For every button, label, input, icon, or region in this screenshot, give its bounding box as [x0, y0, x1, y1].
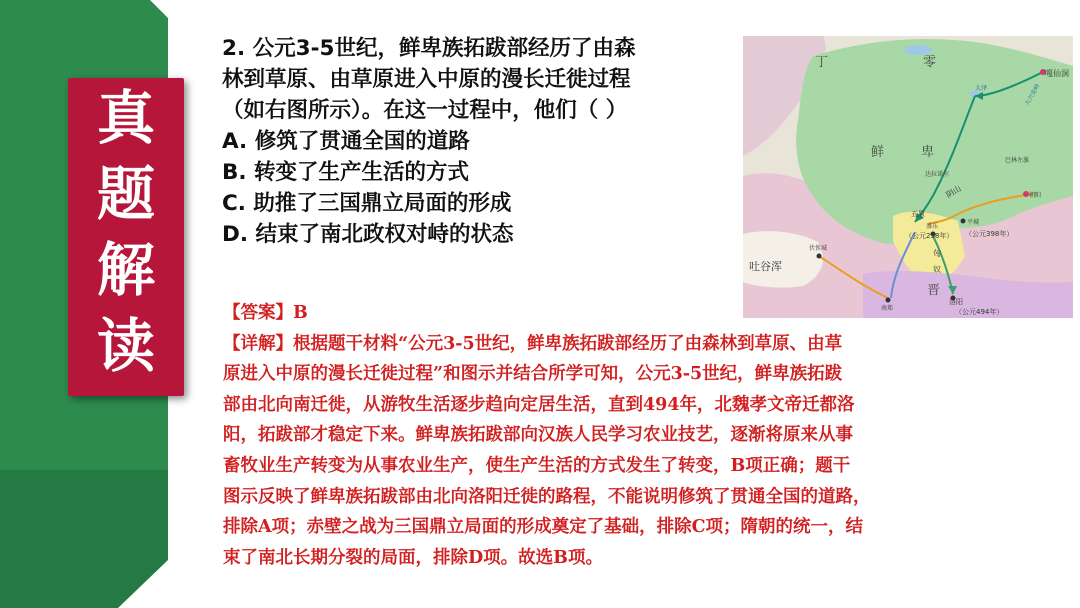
explanation-line: 束了南北长期分裂的局面，排除D项。故选B项。 [223, 547, 603, 568]
title-char-3: 解 [96, 236, 155, 304]
map-label-year258: （公元258年） [905, 232, 954, 240]
map-label-year398: （公元398年） [965, 230, 1014, 238]
map-label-year494: （公元494年） [955, 308, 1004, 316]
map-label-ding: 丁 [815, 55, 829, 70]
option-b: B. 转变了生产生活的方式 [222, 160, 470, 185]
explanation-line: 图示反映了鲜卑族拓跋部由北向洛阳迁徙的路程，不能说明修筑了贯通全国的道路， [223, 486, 871, 507]
title-char-2: 题 [96, 160, 155, 228]
map-label-ling: 零 [923, 55, 937, 70]
map-label-shengle: 盛乐 [926, 223, 939, 230]
option-d: D. 结束了南北政权对峙的状态 [222, 222, 514, 247]
map-label-jin: 晋 [927, 283, 941, 298]
section-title-box [68, 78, 184, 396]
map-label-pingcheng: 平城 [967, 219, 980, 226]
explanation-line: 畜牧业生产转变为从事农业生产，使生产生活的方式发生了转变，B项正确；题干 [223, 455, 851, 476]
map-label-xian: 鲜 [871, 145, 885, 160]
option-c: C. 助推了三国鼎立局面的形成 [222, 191, 512, 216]
map-label-daxinganling: 大兴安岭 [1023, 82, 1042, 107]
migration-map [743, 36, 1073, 318]
map-label-xiong: 匈 [933, 249, 941, 258]
map-label-luoyang: 洛阳 [949, 298, 963, 306]
map-label-dalinor: 达拉诺尔 [925, 171, 950, 178]
map-label-gaxiandong: 嘎仙洞 [1045, 69, 1069, 78]
question-line: 林到草原、由草原进入中原的漫长迁徙过程 [222, 67, 631, 92]
title-char-1: 真 [96, 84, 155, 152]
question-block [222, 33, 742, 250]
answer-block [223, 298, 1053, 573]
explanation-line: 阳，拓跋部才稳定下来。鲜卑族拓跋部向汉族人民学习农业技艺，逐渐将原来从事 [223, 425, 853, 446]
map-label-tuyuhun: 吐谷浑 [749, 260, 782, 273]
map-label-nu: 奴 [933, 265, 941, 274]
map-label-bei: 卑 [921, 145, 935, 160]
explanation-line: 【详解】根据题干材料“公元3-5世纪，鲜卑族拓跋部经历了由森林到草原、由草 [223, 333, 843, 354]
option-a: A. 修筑了贯通全国的道路 [222, 129, 470, 154]
question-line: （如右图所示）。在这一过程中，他们（ ） [222, 98, 628, 123]
explanation-line: 排除A项；赤壁之战为三国鼎立局面的形成奠定了基础，排除C项；隋朝的统一，结 [223, 517, 864, 538]
map-label-bayinzuoqi: 巴林左旗 [1005, 157, 1030, 164]
question-line: 2. 公元3-5世纪，鲜卑族拓跋部经历了由森 [222, 36, 636, 61]
answer-label: 【答案】B [223, 303, 308, 323]
explanation-line: 原进入中原的漫长迁徙过程”和图示并结合所学可知，公元3-5世纪，鲜卑族拓跋 [223, 364, 843, 385]
map-label-nanhe: 南郑 [881, 305, 894, 312]
map-label-fusicheng: 伏俟城 [809, 245, 828, 252]
title-char-4: 读 [96, 312, 155, 380]
map-label-yinshan: 阴山 [944, 183, 963, 200]
map-label-daze: 大泽 [975, 85, 988, 92]
map-label-wuyuan: 五原 [911, 210, 925, 218]
map-label-zhaoyang: 朝阳 [1029, 192, 1042, 199]
explanation-line: 部由北向南迁徙，从游牧生活逐步趋向定居生活，直到494年，北魏孝文帝迁都洛 [223, 394, 855, 415]
